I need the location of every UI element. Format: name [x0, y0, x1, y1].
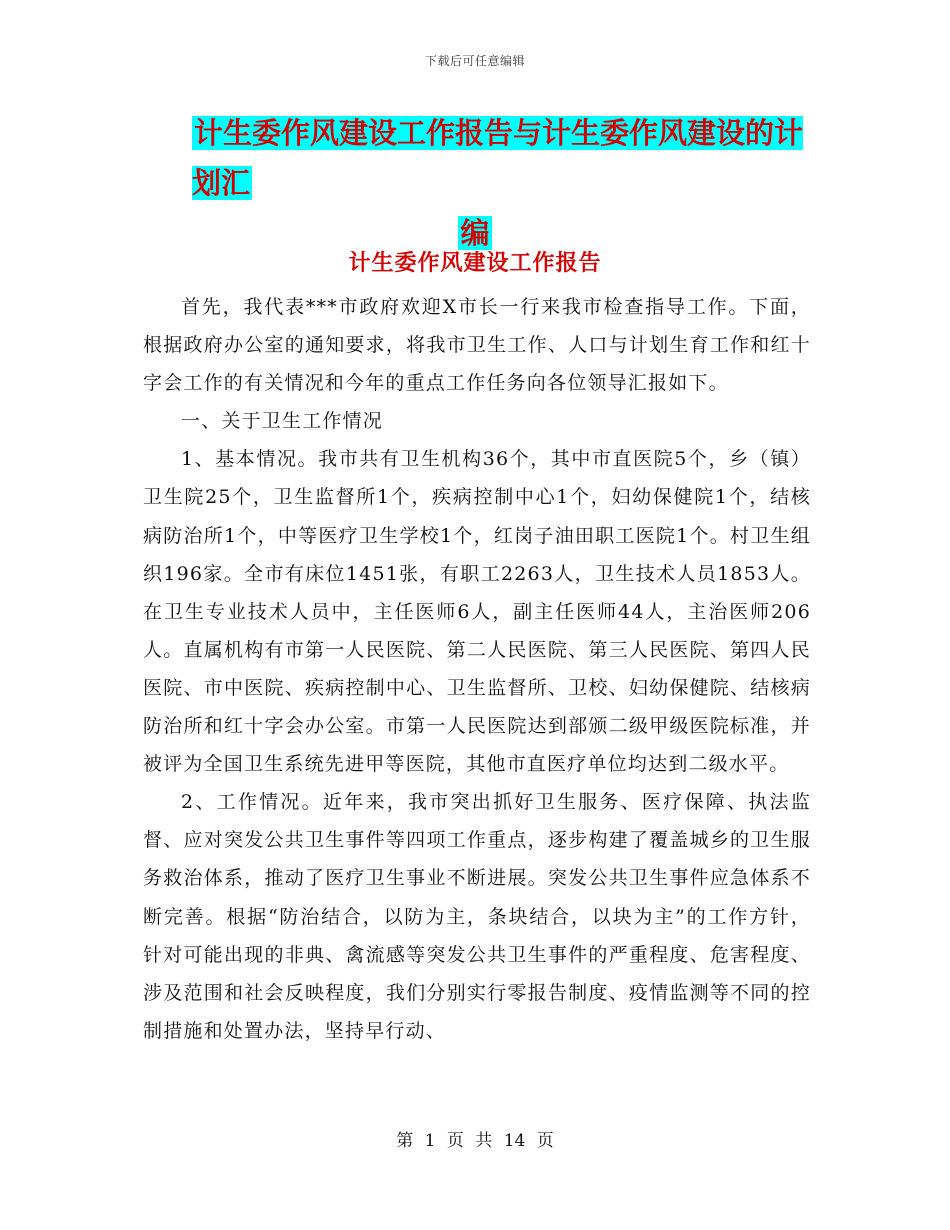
paragraph-work-situation: 2、工作情况。近年来，我市突出抓好卫生服务、医疗保障、执法监督、应对突发公共卫生事件等四项工作重点，逐步构建了覆盖城乡的卫生服务救治体系，推动了医疗卫生事业不断进展。突发公共卫生事件应急体系不断完善。根据“防治结合，以防为主，条块结合，以块为主”的工作方针，针对可能出现的非典、禽流感等突发公共卫生事件的严重程度、危害程度、涉及范围和社会反映程度，我们分别实行零报告制度、疫情监测等不同的控制措施和处置办法，坚持早行动、 [143, 791, 811, 1042]
document-title-line1: 计生委作风建设工作报告与计生委作风建设的计划汇 [192, 116, 804, 200]
section-heading-health: 一、关于卫生工作情况 [181, 410, 384, 433]
header-note: 下载后可任意编辑 [424, 54, 525, 68]
paragraph-basic-situation: 1、基本情况。我市共有卫生机构36个，其中市直医院5个，乡（镇）卫生院25个，卫生监督所1个，疾病控制中心1个，妇幼保健院1个，结核病防治所1个，中等医疗卫生学校1个，红岗子油田职工医院1个。村卫生组织196家。全市有床位1451张，有职工2263人，卫生技术人员1853人。在卫生专业技术人员中，主任医师6人，副主任医师44人，主治医师206人。直属机构有市第一人民医院、第二人民医院、第三人民医院、第四人民医院、市中医院、疾病控制中心、卫生监督所、卫校、妇幼保健院、结核病防治所和红十字会办公室。市第一人民医院达到部颁二级甲级医院标准，并被评为全国卫生系统先进甲等医院，其他市直医疗单位均达到二级水平。 [143, 448, 811, 776]
paragraph-intro: 首先，我代表***市政府欢迎X市长一行来我市检查指导工作。下面，根据政府办公室的通知要求，将我市卫生工作、人口与计划生育工作和红十字会工作的有关情况和今年的重点工作任务向各位领导汇报如下。 [143, 296, 811, 395]
document-title [140, 108, 810, 258]
document-title-line2: 编 [460, 216, 490, 250]
body-text [143, 288, 811, 1050]
page-number: 第 1 页 共 14 页 [396, 1131, 554, 1151]
section-title: 计生委作风建设工作报告 [348, 251, 602, 276]
